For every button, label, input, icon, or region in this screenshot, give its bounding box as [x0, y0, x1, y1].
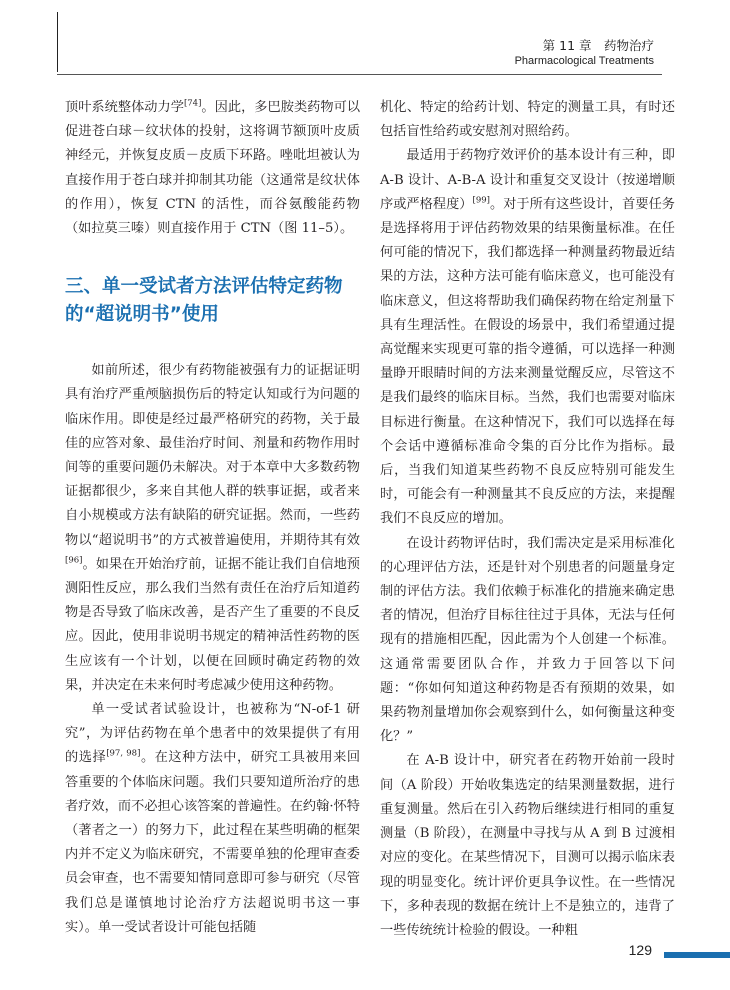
- page-number: 129: [628, 942, 652, 958]
- paragraph: 顶叶系统整体动力学[74]。因此，多巴胺类药物可以促进苍白球－纹状体的投射，这将调节额顶叶皮质神经元，并恢复皮质－皮质下环路。唑吡坦被认为直接作用于苍白球并抑制其功能（这通常是纹状体的作用），恢复 CTN 的活性，而谷氨酸能药物（如拉莫三嗪）则直接作用于 CTN（图 11–5）。: [65, 98, 361, 237]
- citation[interactable]: [97, 98]: [106, 749, 141, 760]
- paragraph: 机化、特定的给药计划、特定的测量工具，有时还包括盲性给药或安慰剂对照给药。: [380, 100, 675, 140]
- citation[interactable]: [99]: [472, 195, 490, 206]
- paragraph: 单一受试者试验设计，也被称为“N-of-1 研究”，为评估药物在单个患者中的效果提供了有用的选择[97, 98]。在这种方法中，研究工具被用来回答重要的个体临床问题。我们只要知道所治疗的患者疗效，而不必担心该答案的普遍性。在约翰·怀特（著者之一）的努力下，此过程在某些明确的框架内并不定义为临床研究，不需要单独的伦理审查委员会审查，也不需要知情同意即可参与研究（尽管我们总是谨慎地讨论治疗方法超说明书这一事实）。单一受试者设计可能包括随: [65, 702, 361, 935]
- section-heading: 三、单一受试者方法评估特定药物的“超说明书”使用: [65, 276, 343, 326]
- header-rule: [57, 74, 662, 75]
- left-column: [65, 96, 360, 940]
- right-column: [380, 96, 675, 943]
- paragraph: 最适用于药物疗效评价的基本设计有三种，即 A-B 设计、A-B-A 设计和重复交叉设计（按递增顺序或严格程度）[99]。对于所有这些设计，首要任务是选择将用于评估药物效果的结果衡量标准。在任何可能的情况下，我们都选择一种测量药物最近结果的方法，这种方法可能有临床意义，也可能没有临床意义，但这将帮助我们确保药物在给定剂量下具有生理活性。在假设的场景中，我们希望通过提高觉醒来实现更可靠的指令遵循，可以选择一种测量睁开眼睛时间的方法来测量觉醒反应，尽管这不是我们最终的临床目标。当然，我们也需要对临床目标进行衡量。在这种情况下，我们可以选择在每个会话中遵循标准命令集的百分比作为指标。最后，当我们知道某些药物不良反应特别可能发生时，可能会有一种测量其不良反应的方法，来提醒我们不良反应的增加。: [380, 148, 675, 527]
- paragraph: 在 A-B 设计中，研究者在药物开始前一段时间（A 阶段）开始收集选定的结果测量数据，进行重复测量。然后在引入药物后继续进行相同的重复测量（B 阶段），在测量中寻找与从 A 到 B 过渡相对应的变化。在某些情况下，目测可以揭示临床表现的明显变化。统计评价更具争议性。在一些情况下，多种表现的数据在统计上不是独立的，违背了一些传统统计检验的假设。一种粗: [380, 753, 675, 938]
- chapter-subtitle-en: Pharmacological Treatments: [514, 55, 654, 67]
- header-vertical-rule: [57, 12, 58, 72]
- citation[interactable]: [74]: [183, 98, 202, 109]
- footer-accent-bar: [664, 952, 730, 958]
- paragraph: 在设计药物评估时，我们需决定是采用标准化的心理评估方法，还是针对个别患者的问题量身定制的评估方法。我们依赖于标准化的措施来确定患者的情况，但治疗目标往往过于具体，无法与任何现有的措施相匹配，因此需为个人创建一个标准。这通常需要团队合作，并致力于回答以下问题：“你如何知道这种药物是否有预期的效果，如果药物剂量增加你会观察到什么，如何衡量这种变化？”: [380, 535, 675, 745]
- chapter-title: 第 11 章 药物治疗: [542, 38, 654, 53]
- citation[interactable]: [96]: [65, 555, 83, 566]
- paragraph: 如前所述，很少有药物能被强有力的证据证明具有治疗严重颅脑损伤后的特定认知或行为问题的临床作用。即使是经过最严格研究的药物，关于最佳的应答对象、最佳治疗时间、剂量和药物作用时间等的重要问题仍未解决。对于本章中大多数药物证据都很少，多来自其他人群的轶事证据，或者来自小规模或方法有缺陷的研究证据。然而，一些药物以“超说明书”的方式被普遍使用，并期待其有效[96]。如果在开始治疗前，证据不能让我们自信地预测阳性反应，那么我们当然有责任在治疗后知道药物是否导致了临床改善，是否产生了重要的不良反应。因此，使用非说明书规定的精神活性药物的医生应该有一个计划，以便在回顾时确定药物的效果，并决定在未来何时考虑减少使用这种药物。: [65, 363, 360, 693]
